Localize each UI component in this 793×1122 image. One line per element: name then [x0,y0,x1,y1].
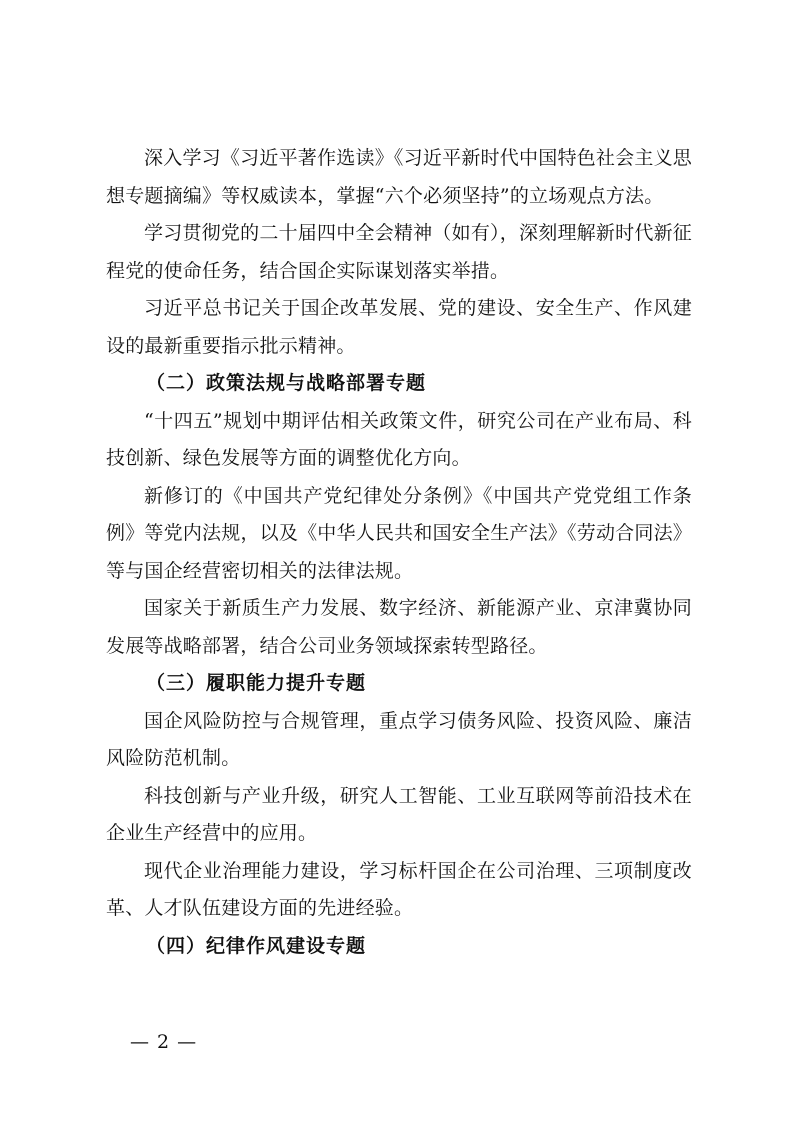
paragraph: 深入学习《习近平著作选读》《习近平新时代中国特色社会主义思想专题摘编》等权威读本，掌握“六个必须坚持”的立场观点方法。 [106,147,692,207]
section-heading: （二）政策法规与战略部署专题 [146,372,427,394]
paragraph: “十四五”规划中期评估相关政策文件，研究公司在产业布局、科技创新、绿色发展等方面的调整优化方向。 [106,409,692,469]
document-body [106,140,692,965]
section-heading: （三）履职能力提升专题 [146,672,367,694]
paragraph: 新修订的《中国共产党纪律处分条例》《中国共产党党组工作条例》等党内法规，以及《中华人民共和国安全生产法》《劳动合同法》等与国企经营密切相关的法律法规。 [106,484,692,582]
paragraph: 国家关于新质生产力发展、数字经济、新能源产业、京津冀协同发展等战略部署，结合公司业务领域探索转型路径。 [106,597,692,657]
paragraph: 科技创新与产业升级，研究人工智能、工业互联网等前沿技术在企业生产经营中的应用。 [106,784,692,844]
paragraph: 习近平总书记关于国企改革发展、党的建设、安全生产、作风建设的最新重要指示批示精神。 [106,297,692,357]
page-number: — 2 — [130,1031,198,1053]
paragraph: 学习贯彻党的二十届四中全会精神（如有），深刻理解新时代新征程党的使命任务，结合国企实际谋划落实举措。 [106,222,692,282]
paragraph: 现代企业治理能力建设，学习标杆国企在公司治理、三项制度改革、人才队伍建设方面的先进经验。 [106,859,692,919]
paragraph: 国企风险防控与合规管理，重点学习债务风险、投资风险、廉洁风险防范机制。 [106,709,692,769]
section-heading: （四）纪律作风建设专题 [146,934,367,957]
